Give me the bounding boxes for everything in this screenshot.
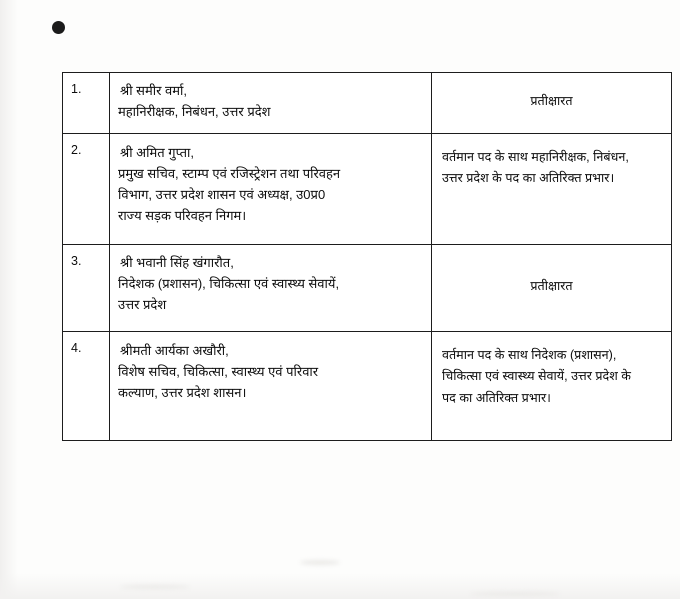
officer-name: श्री अमित गुप्ता,	[120, 145, 194, 160]
row-remark	[432, 245, 672, 332]
officer-name: श्री समीर वर्मा,	[120, 83, 188, 98]
row-remark	[432, 73, 672, 134]
officer-designation-line: निदेशक (प्रशासन), चिकित्सा एवं स्वास्थ्य सेवायें,	[118, 276, 340, 292]
remark-line: पद का अतिरिक्त प्रभार।	[442, 390, 551, 405]
officer-name: श्री भवानी सिंह खंगारौत,	[120, 255, 234, 270]
paper-edge-shadow-bottom	[0, 573, 680, 599]
row-officer-details	[110, 73, 432, 134]
officer-designation-line: विशेष सचिव, चिकित्सा, स्वास्थ्य एवं परिवार	[118, 364, 319, 380]
row-officer-details	[110, 134, 432, 245]
officer-designation-line: प्रमुख सचिव, स्टाम्प एवं रजिस्ट्रेशन तथा परिवहन	[118, 166, 341, 182]
paper-edge-shadow-left	[0, 0, 18, 599]
remark-line: उत्तर प्रदेश के पद का अतिरिक्त प्रभार।	[442, 171, 615, 186]
remark-line: चिकित्सा एवं स्वास्थ्य सेवायें, उत्तर प्रदेश के	[442, 369, 631, 384]
row-remark	[432, 332, 672, 441]
scan-smudge	[300, 560, 340, 565]
officer-designation-line: कल्याण, उत्तर प्रदेश शासन।	[118, 385, 247, 401]
row-serial-number: 1.	[63, 73, 110, 134]
table-row	[63, 73, 672, 134]
remark-line: वर्तमान पद के साथ निदेशक (प्रशासन),	[442, 348, 617, 362]
scan-smudge	[470, 592, 560, 596]
row-serial-number: 2.	[63, 134, 110, 245]
table-row	[63, 245, 672, 332]
remark-line: प्रतीक्षारत	[530, 279, 573, 294]
row-officer-details	[110, 332, 432, 441]
row-serial-number: 4.	[63, 332, 110, 441]
remark-line: प्रतीक्षारत	[530, 94, 573, 109]
row-officer-details	[110, 245, 432, 332]
officer-designation-line: राज्य सड़क परिवहन निगम।	[118, 208, 247, 224]
remark-line: वर्तमान पद के साथ महानिरीक्षक, निबंधन,	[442, 150, 629, 164]
table-row	[63, 134, 672, 245]
table-row	[63, 332, 672, 441]
officer-designation-line: महानिरीक्षक, निबंधन, उत्तर प्रदेश	[118, 104, 271, 120]
row-serial-number: 3.	[63, 245, 110, 332]
officers-table	[62, 72, 672, 441]
officer-designation-line: विभाग, उत्तर प्रदेश शासन एवं अध्यक्ष, उ0प्र0	[118, 187, 326, 203]
hole-punch-mark	[52, 21, 65, 34]
scan-smudge	[120, 585, 190, 589]
officer-designation-line: उत्तर प्रदेश	[118, 297, 167, 313]
officer-name: श्रीमती आर्यका अखौरी,	[120, 343, 229, 358]
row-remark	[432, 134, 672, 245]
